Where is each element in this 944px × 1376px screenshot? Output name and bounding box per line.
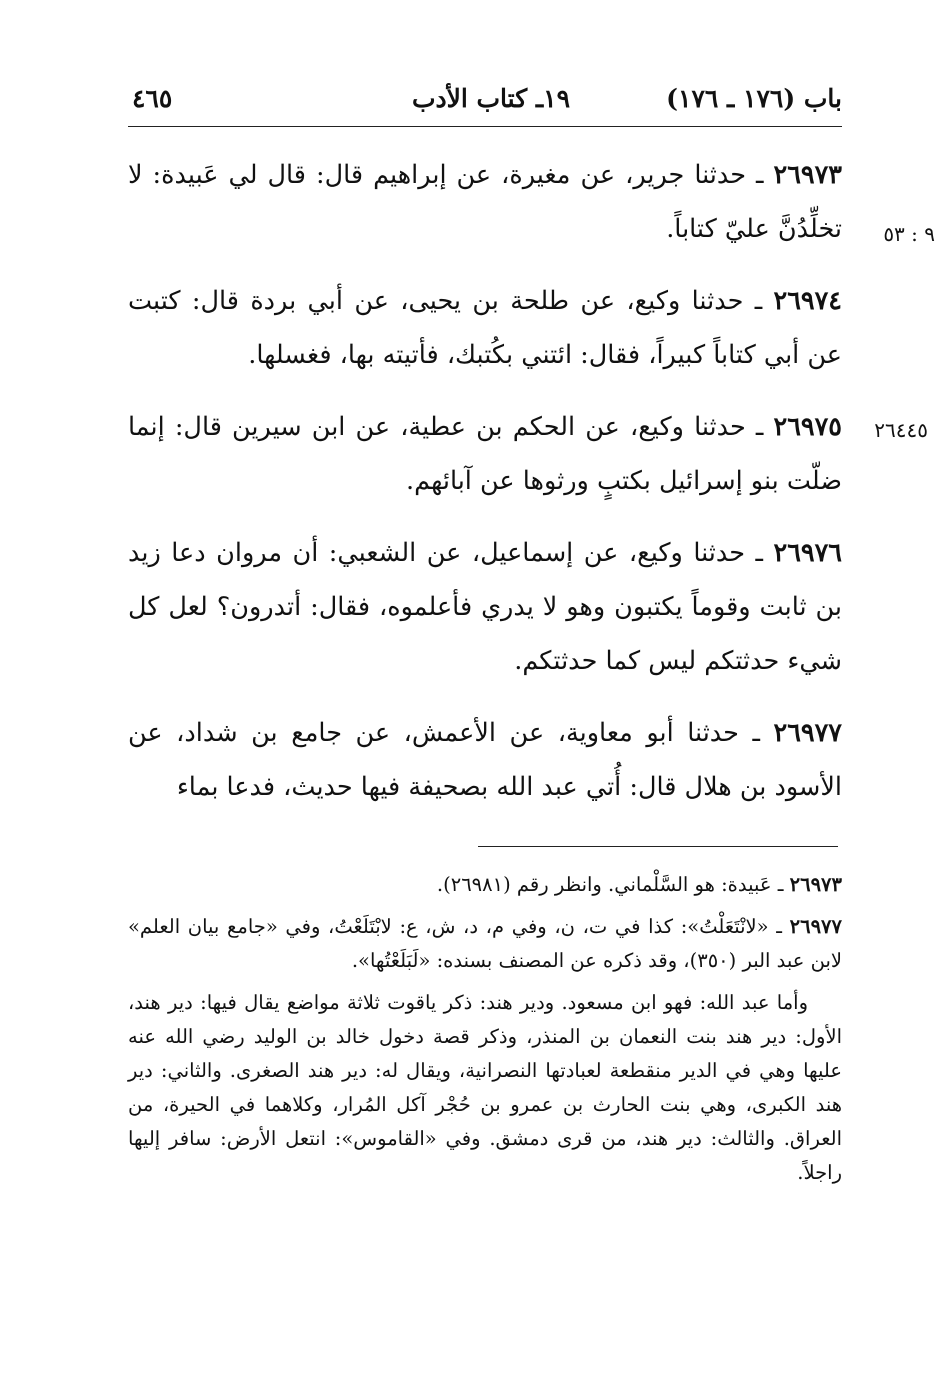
running-header (128, 78, 842, 122)
footnote-text: وأما عبد الله: فهو ابن مسعود. ودير هند: ذكر ياقوت ثلاثة مواضع يقال فيها: دير هند، الأول: دير هند بنت النعمان بن المنذر، وذكر قصة دخول خالد بن الوليد رضي الله عنه عليها وهي في الدير منقطعة لعبادتها النصرانية، ويقال له: دير هند الصغرى. والثاني: دير هند الكبرى، وهي بنت الحارث بن عمرو بن حُجْر آكل المُرار، وكلاهما في الحيرة، من العراق. والثالث: دير هند، من قرى دمشق. وفي «القاموس»: انتعل الأرض: سافر إليها راجلاً. (128, 991, 842, 1184)
hadith-number: ٢٦٩٧٣ (773, 160, 842, 190)
hadith-number: ٢٦٩٧٥ (773, 412, 842, 442)
hadith-paragraph (128, 148, 842, 256)
footnote-number: ٢٦٩٧٧ (789, 915, 842, 938)
hadith-text: ـ حدثنا جرير، عن مغيرة، عن إبراهيم قال: قال لي عَبيدة: لا تخلِّدُنَّ عليّ كتاباً. (128, 160, 842, 244)
margin-reference-2: ٢٦٤٤٥ (874, 418, 928, 442)
footnotes (128, 868, 842, 1198)
hadith-number: ٢٦٩٧٦ (773, 538, 842, 568)
hadith-number: ٢٦٩٧٤ (773, 286, 842, 316)
hadith-number: ٢٦٩٧٧ (773, 718, 842, 748)
hadith-text: ـ حدثنا وكيع، عن الحكم بن عطية، عن ابن سيرين قال: إنما ضلّت بنو إسرائيل بكتبٍ ورثوها عن آبائهم. (128, 412, 842, 496)
header-section-title: باب (١٧٦ ـ ١٧٦) (666, 84, 842, 113)
hadith-paragraph (128, 274, 842, 382)
main-text (128, 148, 842, 814)
hadith-paragraph (128, 526, 842, 688)
footnote (128, 910, 842, 978)
margin-reference-1: ٩ : ٥٣ (883, 222, 935, 246)
footnote-text: ـ «لانْتَعَلْتُ»: كذا في ت، ن، وفي م، د، ش، ع: لابْتَلَعْتُ، وفي «جامع بيان العلم» لابن عبد البر (٣٥٠)، وقد ذكره عن المصنف بسنده: «لَبَلَعْتُها». (128, 915, 842, 972)
hadith-text: ـ حدثنا أبو معاوية، عن الأعمش، عن جامع بن شداد، عن الأسود بن هلال قال: أُتي عبد الله بصحيفة فيها حديث، فدعا بماء (128, 718, 842, 802)
header-book-title: ١٩ـ كتاب الأدب (411, 84, 570, 113)
hadith-text: ـ حدثنا وكيع، عن طلحة بن يحيى، عن أبي بردة قال: كتبت عن أبي كتاباً كبيراً، فقال: ائتني بكُتبك، فأتيته بها، فغسلها. (128, 286, 842, 370)
footnote-continuation (128, 986, 842, 1190)
hadith-paragraph (128, 400, 842, 508)
hadith-text: ـ حدثنا وكيع، عن إسماعيل، عن الشعبي: أن مروان دعا زيد بن ثابت وقوماً يكتبون وهو لا يدري فأعلموه، فقال: أتدرون؟ لعل كل شيء حدثتكم ليس كما حدثتكم. (128, 538, 842, 676)
footnote (128, 868, 842, 902)
page-number: ٤٦٥ (132, 84, 173, 113)
footnote-text: ـ عَبيدة: هو السَّلْماني. وانظر رقم (٢٦٩٨١). (436, 873, 790, 896)
footnote-number: ٢٦٩٧٣ (789, 873, 842, 896)
hadith-paragraph (128, 706, 842, 814)
footnote-divider (478, 846, 838, 847)
header-divider (128, 126, 842, 127)
